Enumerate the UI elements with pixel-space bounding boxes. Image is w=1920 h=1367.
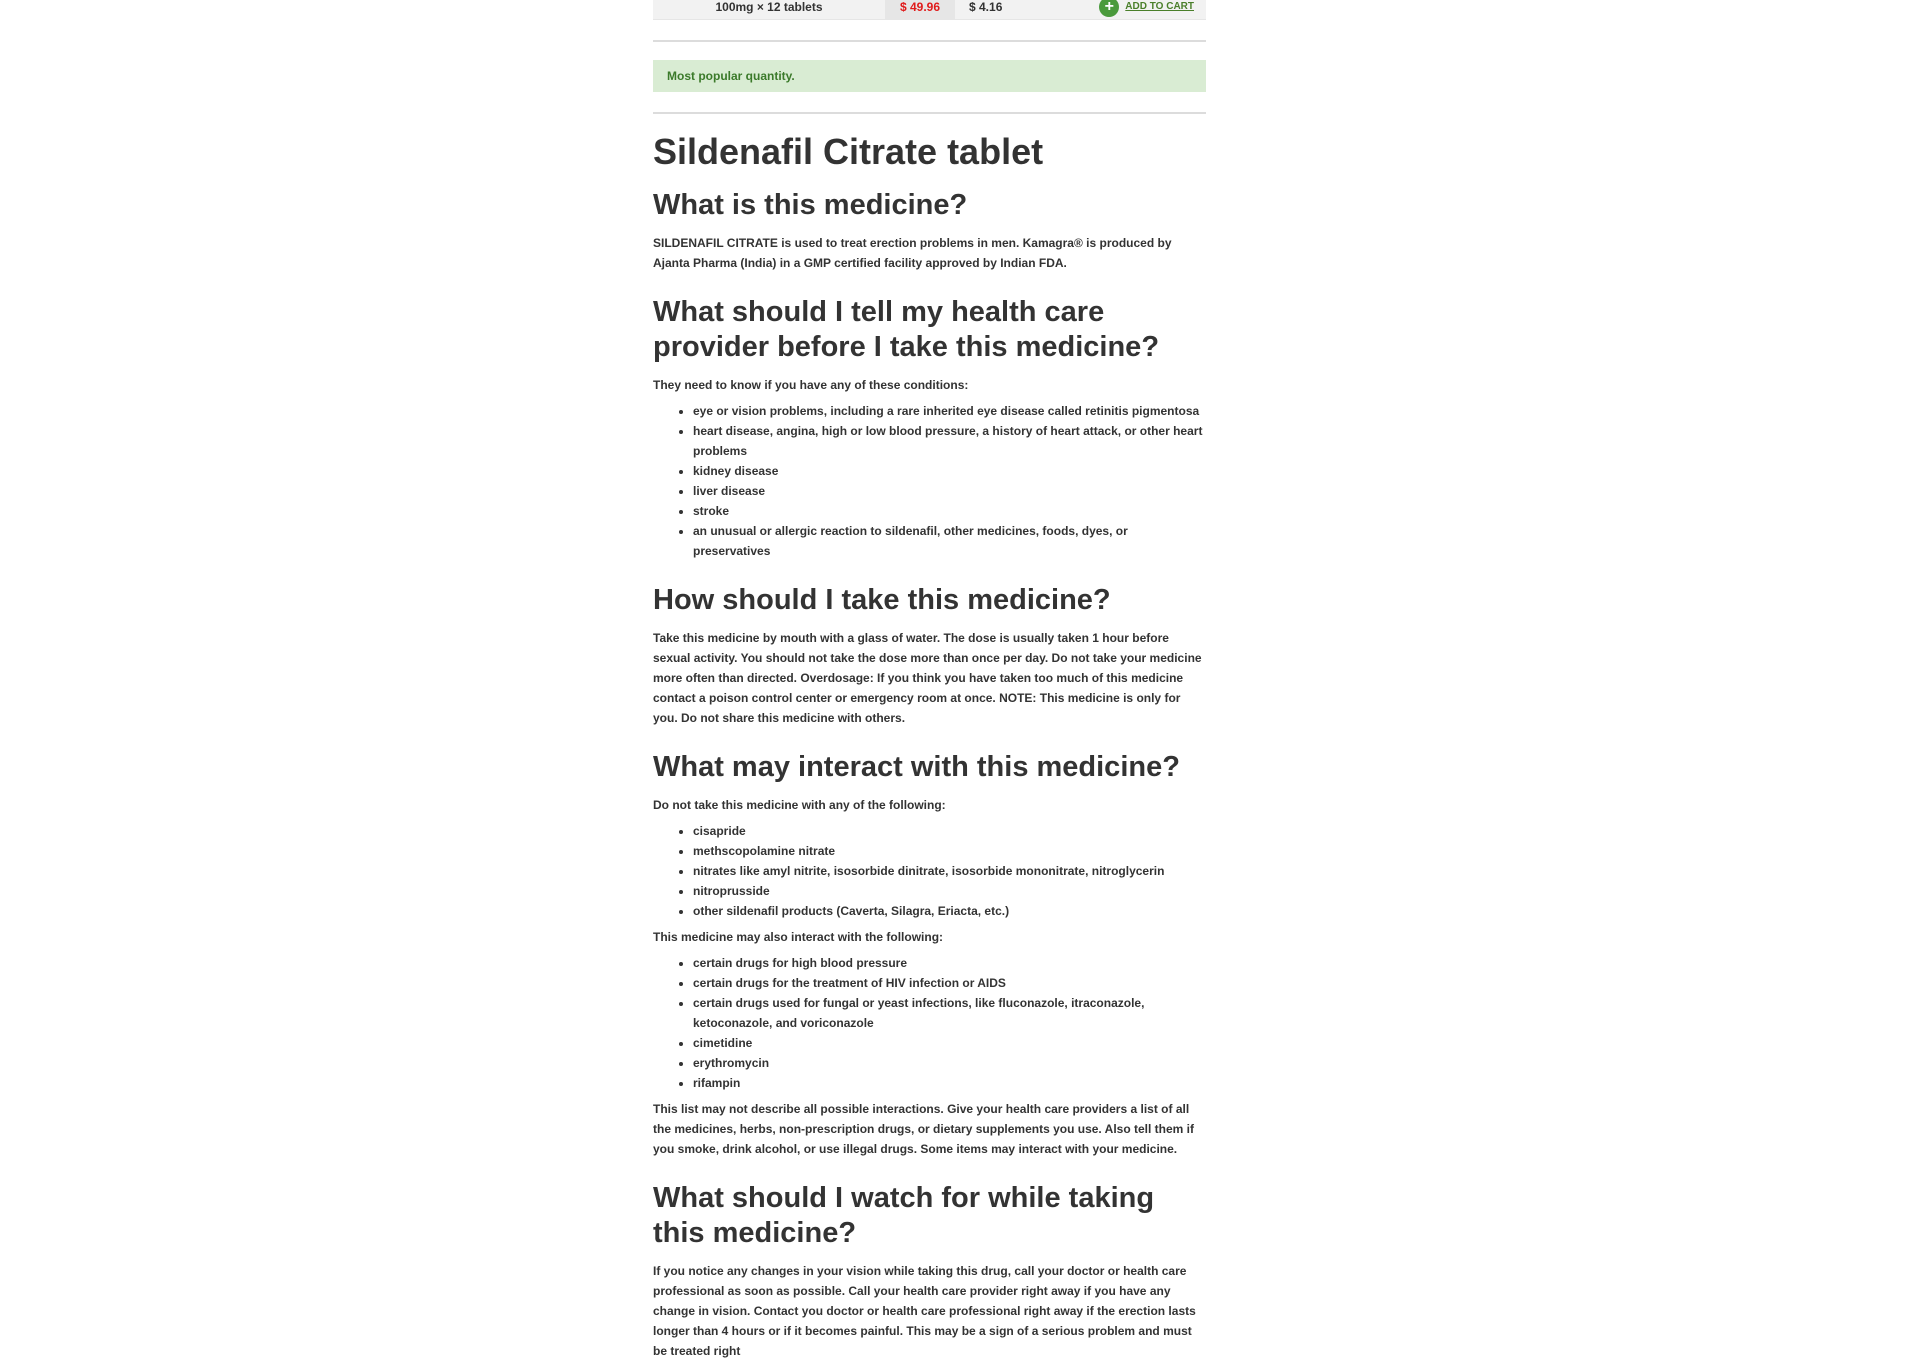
list-item: • erythromycin	[693, 1053, 1206, 1073]
page-title: Sildenafil Citrate tablet	[653, 131, 1044, 172]
list-item: • eye or vision problems, including a rare inherited eye disease called retinitis pigmentosa	[693, 401, 1206, 421]
list-item: • kidney disease	[693, 461, 1206, 481]
do-not-take-list	[653, 821, 1206, 921]
list-item: • heart disease, angina, high or low blood pressure, a history of heart attack, or other heart problems	[693, 421, 1206, 461]
price-row	[653, 0, 1206, 20]
section-heading: How should I take this medicine?	[653, 584, 1111, 616]
divider	[653, 112, 1206, 114]
section-text: Take this medicine by mouth with a glass of water. The dose is usually taken 1 hour before sexual activity. You should not take the dose more than once per day. Do not take your medicine more often than directed. Overdosage: If you think you have taken too much of this medicine contact a poison control center or emergency room at once. NOTE: This medicine is only for you. Do not share this medicine with others.	[653, 631, 1202, 725]
section-intro: They need to know if you have any of these conditions:	[653, 378, 969, 392]
section-text: This list may not describe all possible interactions. Give your health care providers a list of all the medicines, herbs, non-prescription drugs, or dietary supplements you use. Also tell them if you smoke, drink alcohol, or use illegal drugs. Some items may interact with your medicine.	[653, 1102, 1194, 1156]
section-heading: What may interact with this medicine?	[653, 751, 1180, 783]
list-item: • stroke	[693, 501, 1206, 521]
list-item: • certain drugs for the treatment of HIV infection or AIDS	[693, 973, 1206, 993]
price-row-per-pill: $ 4.16	[969, 0, 1003, 14]
list-item: • nitroprusside	[693, 881, 1206, 901]
list-item: • rifampin	[693, 1073, 1206, 1093]
content-column	[653, 0, 1206, 1367]
conditions-list	[653, 401, 1206, 561]
list-item: • an unusual or allergic reaction to sildenafil, other medicines, foods, dyes, or preservatives	[693, 521, 1206, 561]
section-intro: Do not take this medicine with any of the following:	[653, 798, 946, 812]
section-text: SILDENAFIL CITRATE is used to treat erection problems in men. Kamagra® is produced by Ajanta Pharma (India) in a GMP certified facility approved by Indian FDA.	[653, 236, 1172, 270]
price-row-quantity: 100mg × 12 tablets	[715, 0, 823, 14]
section-intro: This medicine may also interact with the following:	[653, 930, 944, 944]
list-item: • certain drugs for high blood pressure	[693, 953, 1206, 973]
section-heading: What should I watch for while taking this medicine?	[653, 1182, 1155, 1249]
popular-quantity-note: Most popular quantity.	[653, 60, 1206, 92]
plus-icon: +	[1099, 0, 1119, 17]
list-item: • nitrates like amyl nitrite, isosorbide dinitrate, isosorbide mononitrate, nitroglycerin	[693, 861, 1206, 881]
list-item: • cisapride	[693, 821, 1206, 841]
section-heading: What is this medicine?	[653, 189, 968, 221]
list-item: • liver disease	[693, 481, 1206, 501]
price-row-price: $ 49.96	[885, 0, 955, 19]
list-item: • methscopolamine nitrate	[693, 841, 1206, 861]
section-heading: What should I tell my health care provider before I take this medicine?	[653, 296, 1160, 363]
list-item: • certain drugs used for fungal or yeast infections, like fluconazole, itraconazole, ketoconazole, and voriconazole	[693, 993, 1206, 1033]
list-item: • other sildenafil products (Caverta, Silagra, Eriacta, etc.)	[693, 901, 1206, 921]
add-to-cart-button[interactable]	[1069, 0, 1206, 17]
list-item: • cimetidine	[693, 1033, 1206, 1053]
interactions-list	[653, 953, 1206, 1093]
divider	[653, 40, 1206, 42]
section-text: If you notice any changes in your vision while taking this drug, call your doctor or health care professional as soon as possible. Call your health care provider right away if you have any change in vision. Contact you doctor or health care professional right away if the erection lasts longer than 4 hours or if it becomes painful. This may be a sign of a serious problem and must be treated right	[653, 1264, 1196, 1358]
add-to-cart-label[interactable]: ADD TO CART	[1125, 1, 1194, 12]
